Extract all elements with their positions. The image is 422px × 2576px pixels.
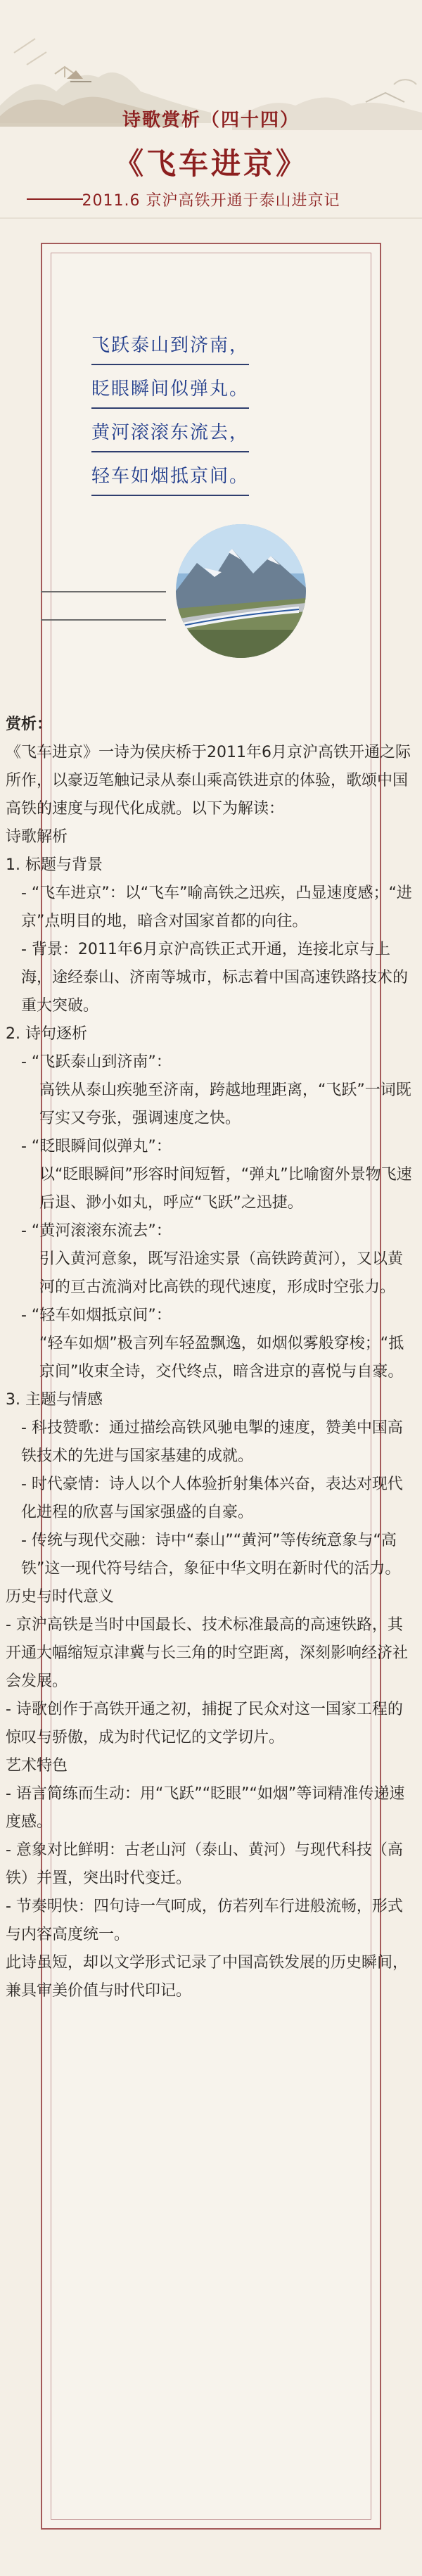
s2-line-2-title: - “眨眼瞬间似弹丸”： <box>21 1138 172 1155</box>
analysis-heading: 赏析： <box>6 716 53 733</box>
s2-line-4-text: “轻车如烟”极言列车轻盈飘逸，如烟似雾般穿梭；“抵京间”收束全诗，交代终点，暗含进京的喜悦与自豪。 <box>39 1335 404 1381</box>
decor-rule-bottom <box>41 619 166 621</box>
s2-line-1-title: - “飞跃泰山到济南”： <box>21 1053 172 1071</box>
s2-line-3-title: - “黄河滚滚东流去”： <box>21 1222 172 1240</box>
s2-line-1-text: 高铁从泰山疾驰至济南，跨越地理距离，“飞跃”一词既写实又夸张，强调速度之快。 <box>39 1081 411 1127</box>
section-title: 诗歌解析 <box>6 828 68 846</box>
history-title: 历史与时代意义 <box>6 1588 115 1606</box>
high-speed-train-image <box>176 524 306 658</box>
s2-line-3-text: 引入黄河意象，既写沿途实景（高铁跨黄河），又以黄河的亘古流淌对比高铁的现代速度，形成时空张力。 <box>39 1250 404 1296</box>
subtitle: 2011.6 京沪高铁开通于泰山进京记 <box>82 192 340 210</box>
poem-title: 《飞车进京》 <box>113 146 308 181</box>
art-title: 艺术特色 <box>6 1757 68 1775</box>
s2-line-2-text: 以“眨眼瞬间”形容时间短暂，“弹丸”比喻窗外景物飞速后退、渺小如丸，呼应“飞跃”之迅捷。 <box>39 1166 412 1212</box>
poem-line-1: 飞跃泰山到济南， <box>91 331 249 365</box>
s1-bullet-2: - 背景：2011年6月京沪高铁正式开通，连接北京与上海，途经泰山、济南等城市，标志着中国高速铁路技术的重大突破。 <box>21 941 409 1015</box>
series-title: 诗歌赏析（四十四） <box>122 110 300 131</box>
poem-line-4: 轻车如烟抵京间。 <box>91 462 249 496</box>
art-bullet-1: - 语言简练而生动：用“飞跃”“眨眼”“如烟”等词精准传递速度感。 <box>6 1785 405 1831</box>
art-bullet-3: - 节奏明快：四句诗一气呵成，仿若列车行进般流畅，形式与内容高度统一。 <box>6 1898 403 1943</box>
poem-line-2: 眨眼瞬间似弹丸。 <box>91 374 249 409</box>
s3-bullet-3: - 传统与现代交融：诗中“泰山”“黄河”等传统意象与“高铁”这一现代符号结合，象征中华文明在新时代的活力。 <box>21 1532 401 1578</box>
poem-line-3: 黄河滚滚东流去， <box>91 418 249 452</box>
decor-rule-top <box>41 591 166 592</box>
train-photo <box>176 524 306 658</box>
s3-title: 3. 主题与情感 <box>6 1391 103 1409</box>
history-bullet-2: - 诗歌创作于高铁开通之初，捕捉了民众对这一国家工程的惊叹与骄傲，成为时代记忆的文学切片。 <box>6 1701 403 1746</box>
closing: 此诗虽短，却以文学形式记录了中国高铁发展的历史瞬间，兼具审美价值与时代印记。 <box>6 1954 409 2000</box>
s1-title: 1. 标题与背景 <box>6 856 103 874</box>
s3-bullet-1: - 科技赞歌：通过描绘高铁风驰电掣的速度，赞美中国高铁技术的先进与国家基建的成就。 <box>21 1419 403 1465</box>
header-banner <box>0 0 422 225</box>
poem-block <box>91 331 316 505</box>
s2-line-4-title: - “轻车如烟抵京间”： <box>21 1307 172 1324</box>
analysis-intro: 《飞车进京》一诗为侯庆桥于2011年6月京沪高铁开通之际所作，以豪迈笔触记录从泰山乘高铁进京的体验，歌颂中国高铁的速度与现代化成就。以下为解读： <box>6 744 411 818</box>
analysis-section <box>6 711 416 2005</box>
s2-title: 2. 诗句逐析 <box>6 1025 87 1043</box>
s3-bullet-2: - 时代豪情：诗人以个人体验折射集体兴奋，表达对现代化进程的欣喜与国家强盛的自豪。 <box>21 1476 403 1521</box>
art-bullet-2: - 意象对比鲜明：古老山河（泰山、黄河）与现代科技（高铁）并置，突出时代变迁。 <box>6 1841 403 1887</box>
s1-bullet-1: - “飞车进京”：以“飞车”喻高铁之迅疾，凸显速度感；“进京”点明目的地，暗含对国家首都的向往。 <box>21 884 412 930</box>
history-bullet-1: - 京沪高铁是当时中国最长、技术标准最高的高速铁路，其开通大幅缩短京津冀与长三角的时空距离，深刻影响经济社会发展。 <box>6 1616 409 1690</box>
